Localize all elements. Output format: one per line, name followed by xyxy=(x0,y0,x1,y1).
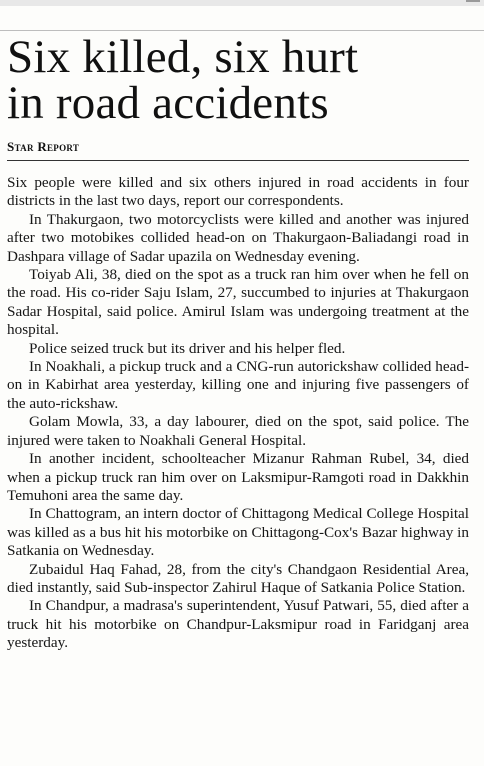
paragraph-1: Six people were killed and six others injured in road accidents in four districts in the last two days, report our correspondents. xyxy=(7,174,469,210)
paragraph-9: Zubaidul Haq Fahad, 28, from the city's Chandgaon Residential Area, died instantly, said Sub-inspector Zahirul Haque of Satkania Police Station. xyxy=(7,560,469,596)
paragraph-6: Golam Mowla, 33, a day labourer, died on the spot, said police. The injured were taken to Noakhali General Hospital. xyxy=(7,413,469,449)
article-body xyxy=(7,174,469,653)
corner-mark xyxy=(466,0,480,2)
headline-line-2: in road accidents xyxy=(7,77,329,129)
byline: Star Report xyxy=(7,139,80,154)
top-edge-shadow xyxy=(0,0,484,6)
paragraph-4: Police seized truck but its driver and his helper fled. xyxy=(29,339,346,357)
paragraph-10: In Chandpur, a madrasa's superintendent, Yusuf Patwari, 55, died after a truck hit his motorbike on Chandpur-Laksmipur road in Faridganj area yesterday. xyxy=(7,597,469,652)
paragraph-7: In another incident, schoolteacher Mizanur Rahman Rubel, 34, died when a pickup truck ran him over on Laksmipur-Ramgoti road in Dakkhin Temuhoni area the same day. xyxy=(7,450,469,504)
paragraph-3: Toiyab Ali, 38, died on the spot as a truck ran him over when he fell on the road. His co-rider Saju Islam, 27, succumbed to injuries at Thakurgaon Sadar Hospital, said police. Amirul Islam was undergoing treatment at the hospital. xyxy=(7,266,469,339)
paragraph-2: In Thakurgaon, two motorcyclists were killed and another was injured after two motobikes collided head-on on Thakurgaon-Baliadangi road in Dashpara village of Sadar upazila on Wednesday evening. xyxy=(7,210,469,265)
paragraph-5: In Noakhali, a pickup truck and a CNG-run autorickshaw collided head-on in Kabirhat area yesterday, killing one and injuring five passengers of the auto-rickshaw. xyxy=(7,358,469,412)
paragraph-8: In Chattogram, an intern doctor of Chittagong Medical College Hospital was killed as a bus hit his motorbike on Chittagong-Cox's Bazar highway in Satkania on Wednesday. xyxy=(7,505,469,560)
byline-rule xyxy=(7,160,469,161)
headline xyxy=(7,31,477,129)
headline-line-1: Six killed, six hurt xyxy=(7,31,359,83)
